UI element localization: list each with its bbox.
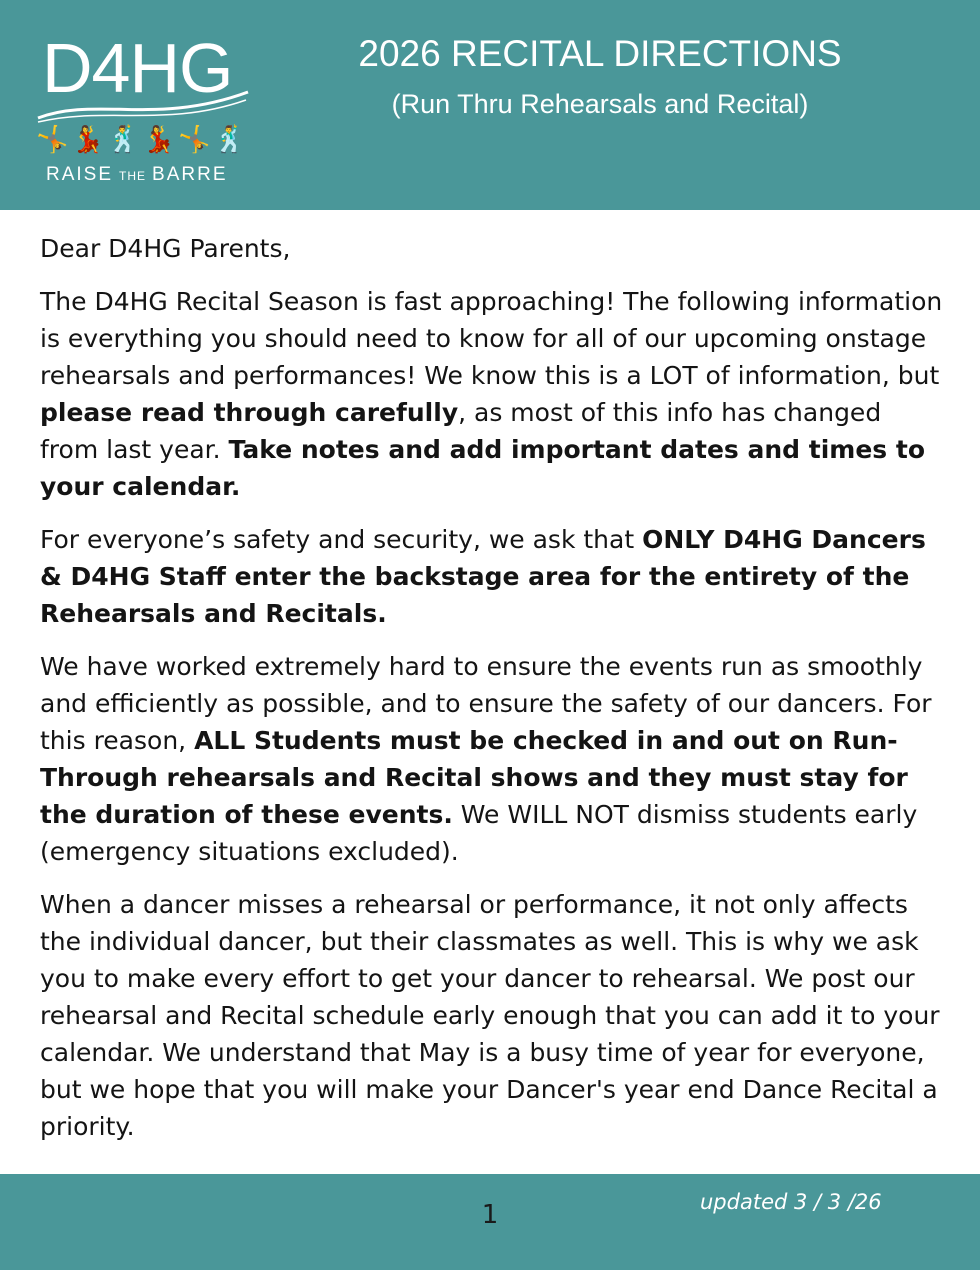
page-number: 1 xyxy=(481,1200,499,1230)
paragraph-checkin xyxy=(40,648,945,870)
page-subtitle: (Run Thru Rehearsals and Recital) xyxy=(391,89,809,119)
page-title: 2026 RECITAL DIRECTIONS xyxy=(358,33,842,74)
logo-text: D4HG xyxy=(42,29,233,107)
paragraph-attendance: When a dancer misses a rehearsal or performance, it not only affects the individual dancer, but their classmates as well. This is why we ask you to make every effort to get your dancer to rehearsal. We post our rehearsal and Recital schedule early enough that you can add it to your calendar. We understand that May is a busy time of year for everyone, but we hope that you will make your Dancer's year end Dance Recital a priority. xyxy=(40,890,940,1141)
paragraph-safety xyxy=(40,521,945,632)
emphasis: ONLY D4HG Dancers & D4HG Staff enter the backstage area for the entirety of the Rehearsals and Recitals. xyxy=(40,525,926,628)
greeting: Dear D4HG Parents, xyxy=(40,234,291,263)
header-banner xyxy=(0,0,980,210)
text: We have worked extremely hard to ensure the events run as smoothly and efficiently as possible, and to ensure the safety of our dancers. For this reason, xyxy=(40,652,932,755)
text: The D4HG Recital Season is fast approaching! The following information is everything you should need to know for all of our upcoming onstage rehearsals and performances! We know this is a LOT of information, but xyxy=(40,287,943,390)
text: We WILL NOT dismiss students early (emergency situations excluded). xyxy=(40,800,918,866)
logo-tagline xyxy=(46,164,228,186)
letter-body xyxy=(40,230,945,1161)
updated-date: updated 3 / 3 /26 xyxy=(700,1190,882,1214)
text: , as most of this info has changed from last year. xyxy=(40,398,882,464)
dancer-silhouettes-icon: 🤸 💃 🕺 💃 🤸 🕺 xyxy=(36,125,246,155)
emphasis: Take notes and add important dates and times to your calendar. xyxy=(40,435,926,501)
tagline-raise: RAISE xyxy=(46,164,114,185)
tagline-barre: BARRE xyxy=(152,164,228,185)
tagline-the: THE xyxy=(119,169,147,183)
emphasis: please read through carefully xyxy=(40,398,459,427)
paragraph-intro xyxy=(40,283,945,505)
emphasis: ALL Students must be checked in and out on Run-Through rehearsals and Recital shows and they must stay for the duration of these events. xyxy=(40,726,908,829)
d4hg-logo xyxy=(36,28,256,188)
text: For everyone’s safety and security, we ask that xyxy=(40,525,643,554)
